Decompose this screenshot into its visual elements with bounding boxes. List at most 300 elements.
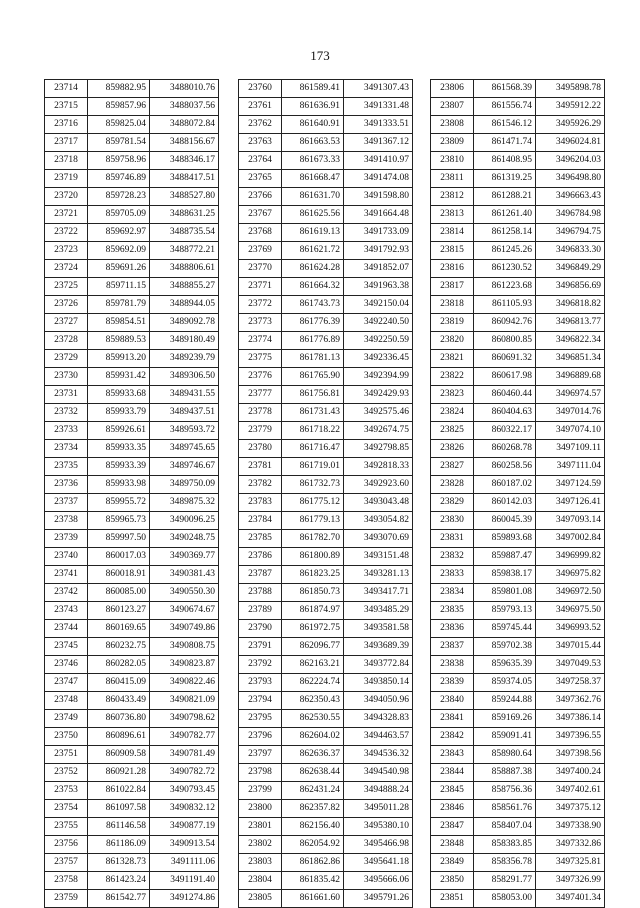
table-row [431, 80, 605, 98]
y-coordinate-cell: 3492394.99 [344, 368, 413, 386]
table-row [239, 746, 413, 764]
x-coordinate-cell: 859933.39 [88, 458, 150, 476]
point-id-cell: 23788 [239, 584, 282, 602]
table-row [431, 98, 605, 116]
table-row [431, 566, 605, 584]
table-row [239, 98, 413, 116]
y-coordinate-cell: 3490913.54 [150, 836, 219, 854]
x-coordinate-cell: 860085.00 [88, 584, 150, 602]
table-row [239, 458, 413, 476]
point-id-cell: 23840 [431, 692, 474, 710]
table-row [239, 296, 413, 314]
table-row [45, 530, 219, 548]
y-coordinate-cell: 3489593.72 [150, 422, 219, 440]
y-coordinate-cell: 3497386.14 [536, 710, 605, 728]
y-coordinate-cell: 3497396.55 [536, 728, 605, 746]
y-coordinate-cell: 3496999.82 [536, 548, 605, 566]
y-coordinate-cell: 3493054.82 [344, 512, 413, 530]
y-coordinate-cell: 3497326.99 [536, 872, 605, 890]
table-row [239, 728, 413, 746]
table-row [431, 260, 605, 278]
y-coordinate-cell: 3497258.37 [536, 674, 605, 692]
table-row [431, 368, 605, 386]
y-coordinate-cell: 3496889.68 [536, 368, 605, 386]
x-coordinate-cell: 860187.02 [474, 476, 536, 494]
table-row [431, 134, 605, 152]
point-id-cell: 23736 [45, 476, 88, 494]
y-coordinate-cell: 3496993.52 [536, 620, 605, 638]
y-coordinate-cell: 3493417.71 [344, 584, 413, 602]
x-coordinate-cell: 860258.56 [474, 458, 536, 476]
x-coordinate-cell: 859931.42 [88, 368, 150, 386]
table-row [45, 116, 219, 134]
point-id-cell: 23748 [45, 692, 88, 710]
y-coordinate-cell: 3494328.83 [344, 710, 413, 728]
table-row [431, 854, 605, 872]
point-id-cell: 23805 [239, 890, 282, 908]
point-id-cell: 23765 [239, 170, 282, 188]
y-coordinate-cell: 3493772.84 [344, 656, 413, 674]
y-coordinate-cell: 3492429.93 [344, 386, 413, 404]
point-id-cell: 23725 [45, 278, 88, 296]
y-coordinate-cell: 3497124.59 [536, 476, 605, 494]
table-row [431, 278, 605, 296]
y-coordinate-cell: 3490248.75 [150, 530, 219, 548]
table-row [45, 314, 219, 332]
x-coordinate-cell: 861782.70 [282, 530, 344, 548]
point-id-cell: 23776 [239, 368, 282, 386]
y-coordinate-cell: 3490782.77 [150, 728, 219, 746]
y-coordinate-cell: 3497014.76 [536, 404, 605, 422]
y-coordinate-cell: 3493043.48 [344, 494, 413, 512]
point-id-cell: 23815 [431, 242, 474, 260]
table-row [239, 260, 413, 278]
x-coordinate-cell: 862224.74 [282, 674, 344, 692]
x-coordinate-cell: 862163.21 [282, 656, 344, 674]
table-row [431, 242, 605, 260]
x-coordinate-cell: 861718.22 [282, 422, 344, 440]
table-row [45, 458, 219, 476]
point-id-cell: 23730 [45, 368, 88, 386]
point-id-cell: 23825 [431, 422, 474, 440]
y-coordinate-cell: 3488037.56 [150, 98, 219, 116]
table-row [45, 836, 219, 854]
point-id-cell: 23813 [431, 206, 474, 224]
point-id-cell: 23737 [45, 494, 88, 512]
x-coordinate-cell: 861223.68 [474, 278, 536, 296]
x-coordinate-cell: 861230.52 [474, 260, 536, 278]
x-coordinate-cell: 861775.12 [282, 494, 344, 512]
x-coordinate-cell: 859933.35 [88, 440, 150, 458]
x-coordinate-cell: 861756.81 [282, 386, 344, 404]
point-id-cell: 23830 [431, 512, 474, 530]
y-coordinate-cell: 3497375.12 [536, 800, 605, 818]
y-coordinate-cell: 3489092.78 [150, 314, 219, 332]
y-coordinate-cell: 3490381.43 [150, 566, 219, 584]
table-row [45, 764, 219, 782]
table-row [45, 476, 219, 494]
point-id-cell: 23735 [45, 458, 88, 476]
x-coordinate-cell: 860232.75 [88, 638, 150, 656]
point-id-cell: 23822 [431, 368, 474, 386]
x-coordinate-cell: 859244.88 [474, 692, 536, 710]
point-id-cell: 23850 [431, 872, 474, 890]
point-id-cell: 23727 [45, 314, 88, 332]
point-id-cell: 23742 [45, 584, 88, 602]
point-id-cell: 23752 [45, 764, 88, 782]
table-row [45, 584, 219, 602]
y-coordinate-cell: 3493850.14 [344, 674, 413, 692]
x-coordinate-cell: 861731.43 [282, 404, 344, 422]
y-coordinate-cell: 3492336.45 [344, 350, 413, 368]
y-coordinate-cell: 3490674.67 [150, 602, 219, 620]
table-row [45, 386, 219, 404]
point-id-cell: 23831 [431, 530, 474, 548]
table-row [45, 350, 219, 368]
point-id-cell: 23809 [431, 134, 474, 152]
table-row [431, 458, 605, 476]
x-coordinate-cell: 862156.40 [282, 818, 344, 836]
point-id-cell: 23743 [45, 602, 88, 620]
y-coordinate-cell: 3497109.11 [536, 440, 605, 458]
x-coordinate-cell: 859169.26 [474, 710, 536, 728]
y-coordinate-cell: 3495466.98 [344, 836, 413, 854]
x-coordinate-cell: 859781.54 [88, 134, 150, 152]
x-coordinate-cell: 858291.77 [474, 872, 536, 890]
point-id-cell: 23764 [239, 152, 282, 170]
y-coordinate-cell: 3489750.09 [150, 476, 219, 494]
y-coordinate-cell: 3491963.38 [344, 278, 413, 296]
y-coordinate-cell: 3495791.26 [344, 890, 413, 908]
point-id-cell: 23800 [239, 800, 282, 818]
point-id-cell: 23715 [45, 98, 88, 116]
point-id-cell: 23845 [431, 782, 474, 800]
y-coordinate-cell: 3495926.29 [536, 116, 605, 134]
coordinates-table-2 [238, 79, 413, 908]
x-coordinate-cell: 859702.38 [474, 638, 536, 656]
table-row [45, 494, 219, 512]
x-coordinate-cell: 861146.58 [88, 818, 150, 836]
table-row [45, 440, 219, 458]
y-coordinate-cell: 3491191.40 [150, 872, 219, 890]
y-coordinate-cell: 3494540.98 [344, 764, 413, 782]
y-coordinate-cell: 3491664.48 [344, 206, 413, 224]
x-coordinate-cell: 861823.25 [282, 566, 344, 584]
table-row [431, 440, 605, 458]
x-coordinate-cell: 859933.79 [88, 404, 150, 422]
point-id-cell: 23745 [45, 638, 88, 656]
table-row [239, 620, 413, 638]
x-coordinate-cell: 859933.98 [88, 476, 150, 494]
x-coordinate-cell: 860909.58 [88, 746, 150, 764]
point-id-cell: 23780 [239, 440, 282, 458]
table-row [431, 296, 605, 314]
y-coordinate-cell: 3491331.48 [344, 98, 413, 116]
x-coordinate-cell: 861186.09 [88, 836, 150, 854]
x-coordinate-cell: 860896.61 [88, 728, 150, 746]
y-coordinate-cell: 3490793.45 [150, 782, 219, 800]
point-id-cell: 23837 [431, 638, 474, 656]
point-id-cell: 23777 [239, 386, 282, 404]
x-coordinate-cell: 860800.85 [474, 332, 536, 350]
point-id-cell: 23793 [239, 674, 282, 692]
y-coordinate-cell: 3493281.13 [344, 566, 413, 584]
point-id-cell: 23718 [45, 152, 88, 170]
table-row [45, 80, 219, 98]
point-id-cell: 23770 [239, 260, 282, 278]
table-row [431, 476, 605, 494]
x-coordinate-cell: 861732.73 [282, 476, 344, 494]
x-coordinate-cell: 861625.56 [282, 206, 344, 224]
x-coordinate-cell: 861423.24 [88, 872, 150, 890]
y-coordinate-cell: 3497401.34 [536, 890, 605, 908]
table-row [431, 602, 605, 620]
x-coordinate-cell: 860415.09 [88, 674, 150, 692]
y-coordinate-cell: 3496856.69 [536, 278, 605, 296]
point-id-cell: 23721 [45, 206, 88, 224]
x-coordinate-cell: 859882.95 [88, 80, 150, 98]
point-id-cell: 23720 [45, 188, 88, 206]
x-coordinate-cell: 859889.53 [88, 332, 150, 350]
y-coordinate-cell: 3488010.76 [150, 80, 219, 98]
x-coordinate-cell: 861319.25 [474, 170, 536, 188]
point-id-cell: 23747 [45, 674, 88, 692]
table-row [431, 188, 605, 206]
table-row [45, 818, 219, 836]
table-row [239, 350, 413, 368]
point-id-cell: 23719 [45, 170, 88, 188]
y-coordinate-cell: 3496975.50 [536, 602, 605, 620]
table-row [431, 494, 605, 512]
point-id-cell: 23803 [239, 854, 282, 872]
x-coordinate-cell: 859854.51 [88, 314, 150, 332]
table-row [431, 836, 605, 854]
point-id-cell: 23757 [45, 854, 88, 872]
y-coordinate-cell: 3490822.46 [150, 674, 219, 692]
table-row [431, 116, 605, 134]
table-row [431, 206, 605, 224]
table-row [239, 332, 413, 350]
x-coordinate-cell: 861800.89 [282, 548, 344, 566]
point-id-cell: 23753 [45, 782, 88, 800]
point-id-cell: 23827 [431, 458, 474, 476]
y-coordinate-cell: 3497093.14 [536, 512, 605, 530]
table-row [431, 782, 605, 800]
y-coordinate-cell: 3496204.03 [536, 152, 605, 170]
point-id-cell: 23773 [239, 314, 282, 332]
point-id-cell: 23795 [239, 710, 282, 728]
point-id-cell: 23818 [431, 296, 474, 314]
point-id-cell: 23841 [431, 710, 474, 728]
y-coordinate-cell: 3493485.29 [344, 602, 413, 620]
x-coordinate-cell: 861776.89 [282, 332, 344, 350]
point-id-cell: 23817 [431, 278, 474, 296]
point-id-cell: 23823 [431, 386, 474, 404]
y-coordinate-cell: 3497002.84 [536, 530, 605, 548]
table-row [239, 170, 413, 188]
y-coordinate-cell: 3497332.86 [536, 836, 605, 854]
x-coordinate-cell: 859933.68 [88, 386, 150, 404]
point-id-cell: 23826 [431, 440, 474, 458]
x-coordinate-cell: 859997.50 [88, 530, 150, 548]
y-coordinate-cell: 3497400.24 [536, 764, 605, 782]
table-row [45, 602, 219, 620]
x-coordinate-cell: 861668.47 [282, 170, 344, 188]
point-id-cell: 23794 [239, 692, 282, 710]
x-coordinate-cell: 858356.78 [474, 854, 536, 872]
x-coordinate-cell: 860404.63 [474, 404, 536, 422]
x-coordinate-cell: 859691.26 [88, 260, 150, 278]
point-id-cell: 23758 [45, 872, 88, 890]
point-id-cell: 23808 [431, 116, 474, 134]
table-row [431, 152, 605, 170]
x-coordinate-cell: 861631.70 [282, 188, 344, 206]
point-id-cell: 23731 [45, 386, 88, 404]
point-id-cell: 23769 [239, 242, 282, 260]
point-id-cell: 23796 [239, 728, 282, 746]
table-row [239, 800, 413, 818]
y-coordinate-cell: 3491111.06 [150, 854, 219, 872]
y-coordinate-cell: 3497015.44 [536, 638, 605, 656]
table-row [45, 242, 219, 260]
point-id-cell: 23775 [239, 350, 282, 368]
x-coordinate-cell: 859374.05 [474, 674, 536, 692]
point-id-cell: 23751 [45, 746, 88, 764]
point-id-cell: 23759 [45, 890, 88, 908]
table-row [45, 620, 219, 638]
x-coordinate-cell: 860942.76 [474, 314, 536, 332]
table-row [239, 710, 413, 728]
table-row [431, 404, 605, 422]
table-row [239, 314, 413, 332]
x-coordinate-cell: 862096.77 [282, 638, 344, 656]
x-coordinate-cell: 861619.13 [282, 224, 344, 242]
y-coordinate-cell: 3492150.04 [344, 296, 413, 314]
point-id-cell: 23729 [45, 350, 88, 368]
point-id-cell: 23739 [45, 530, 88, 548]
y-coordinate-cell: 3497049.53 [536, 656, 605, 674]
x-coordinate-cell: 859893.68 [474, 530, 536, 548]
x-coordinate-cell: 861781.13 [282, 350, 344, 368]
table-row [239, 188, 413, 206]
x-coordinate-cell: 862054.92 [282, 836, 344, 854]
x-coordinate-cell: 861636.91 [282, 98, 344, 116]
x-coordinate-cell: 860268.78 [474, 440, 536, 458]
point-id-cell: 23771 [239, 278, 282, 296]
y-coordinate-cell: 3495666.06 [344, 872, 413, 890]
x-coordinate-cell: 860617.98 [474, 368, 536, 386]
x-coordinate-cell: 861765.90 [282, 368, 344, 386]
y-coordinate-cell: 3496794.75 [536, 224, 605, 242]
x-coordinate-cell: 860045.39 [474, 512, 536, 530]
point-id-cell: 23779 [239, 422, 282, 440]
table-row [239, 782, 413, 800]
table-row [45, 332, 219, 350]
x-coordinate-cell: 859887.47 [474, 548, 536, 566]
x-coordinate-cell: 859838.17 [474, 566, 536, 584]
y-coordinate-cell: 3496813.77 [536, 314, 605, 332]
point-id-cell: 23723 [45, 242, 88, 260]
y-coordinate-cell: 3497402.61 [536, 782, 605, 800]
point-id-cell: 23833 [431, 566, 474, 584]
x-coordinate-cell: 861716.47 [282, 440, 344, 458]
y-coordinate-cell: 3488631.25 [150, 206, 219, 224]
point-id-cell: 23828 [431, 476, 474, 494]
table-row [239, 278, 413, 296]
point-id-cell: 23851 [431, 890, 474, 908]
point-id-cell: 23734 [45, 440, 88, 458]
point-id-cell: 23797 [239, 746, 282, 764]
x-coordinate-cell: 859746.89 [88, 170, 150, 188]
x-coordinate-cell: 861258.14 [474, 224, 536, 242]
table-row [239, 854, 413, 872]
y-coordinate-cell: 3491474.08 [344, 170, 413, 188]
y-coordinate-cell: 3491792.93 [344, 242, 413, 260]
point-id-cell: 23802 [239, 836, 282, 854]
x-coordinate-cell: 861097.58 [88, 800, 150, 818]
y-coordinate-cell: 3490832.12 [150, 800, 219, 818]
y-coordinate-cell: 3491333.51 [344, 116, 413, 134]
point-id-cell: 23829 [431, 494, 474, 512]
point-id-cell: 23848 [431, 836, 474, 854]
x-coordinate-cell: 862530.55 [282, 710, 344, 728]
y-coordinate-cell: 3496974.57 [536, 386, 605, 404]
table-row [45, 638, 219, 656]
point-id-cell: 23846 [431, 800, 474, 818]
table-row [239, 548, 413, 566]
table-row [45, 692, 219, 710]
table-row [45, 728, 219, 746]
x-coordinate-cell: 859745.44 [474, 620, 536, 638]
x-coordinate-cell: 860736.80 [88, 710, 150, 728]
point-id-cell: 23824 [431, 404, 474, 422]
point-id-cell: 23790 [239, 620, 282, 638]
point-id-cell: 23749 [45, 710, 88, 728]
x-coordinate-cell: 859857.96 [88, 98, 150, 116]
point-id-cell: 23806 [431, 80, 474, 98]
table-row [239, 152, 413, 170]
coordinates-table-1 [44, 79, 219, 908]
point-id-cell: 23791 [239, 638, 282, 656]
y-coordinate-cell: 3495912.22 [536, 98, 605, 116]
point-id-cell: 23772 [239, 296, 282, 314]
table-row [431, 224, 605, 242]
x-coordinate-cell: 860017.03 [88, 548, 150, 566]
y-coordinate-cell: 3497338.90 [536, 818, 605, 836]
x-coordinate-cell: 859692.97 [88, 224, 150, 242]
table-row [45, 512, 219, 530]
y-coordinate-cell: 3490877.19 [150, 818, 219, 836]
point-id-cell: 23783 [239, 494, 282, 512]
x-coordinate-cell: 859955.72 [88, 494, 150, 512]
point-id-cell: 23733 [45, 422, 88, 440]
table-row [239, 242, 413, 260]
table-row [239, 836, 413, 854]
x-coordinate-cell: 860282.05 [88, 656, 150, 674]
x-coordinate-cell: 861972.75 [282, 620, 344, 638]
point-id-cell: 23798 [239, 764, 282, 782]
table-row [45, 296, 219, 314]
table-row [431, 800, 605, 818]
y-coordinate-cell: 3494463.57 [344, 728, 413, 746]
table-row [45, 566, 219, 584]
table-row [239, 674, 413, 692]
table-row [431, 422, 605, 440]
y-coordinate-cell: 3490782.72 [150, 764, 219, 782]
table-row [431, 818, 605, 836]
y-coordinate-cell: 3496024.81 [536, 134, 605, 152]
point-id-cell: 23807 [431, 98, 474, 116]
